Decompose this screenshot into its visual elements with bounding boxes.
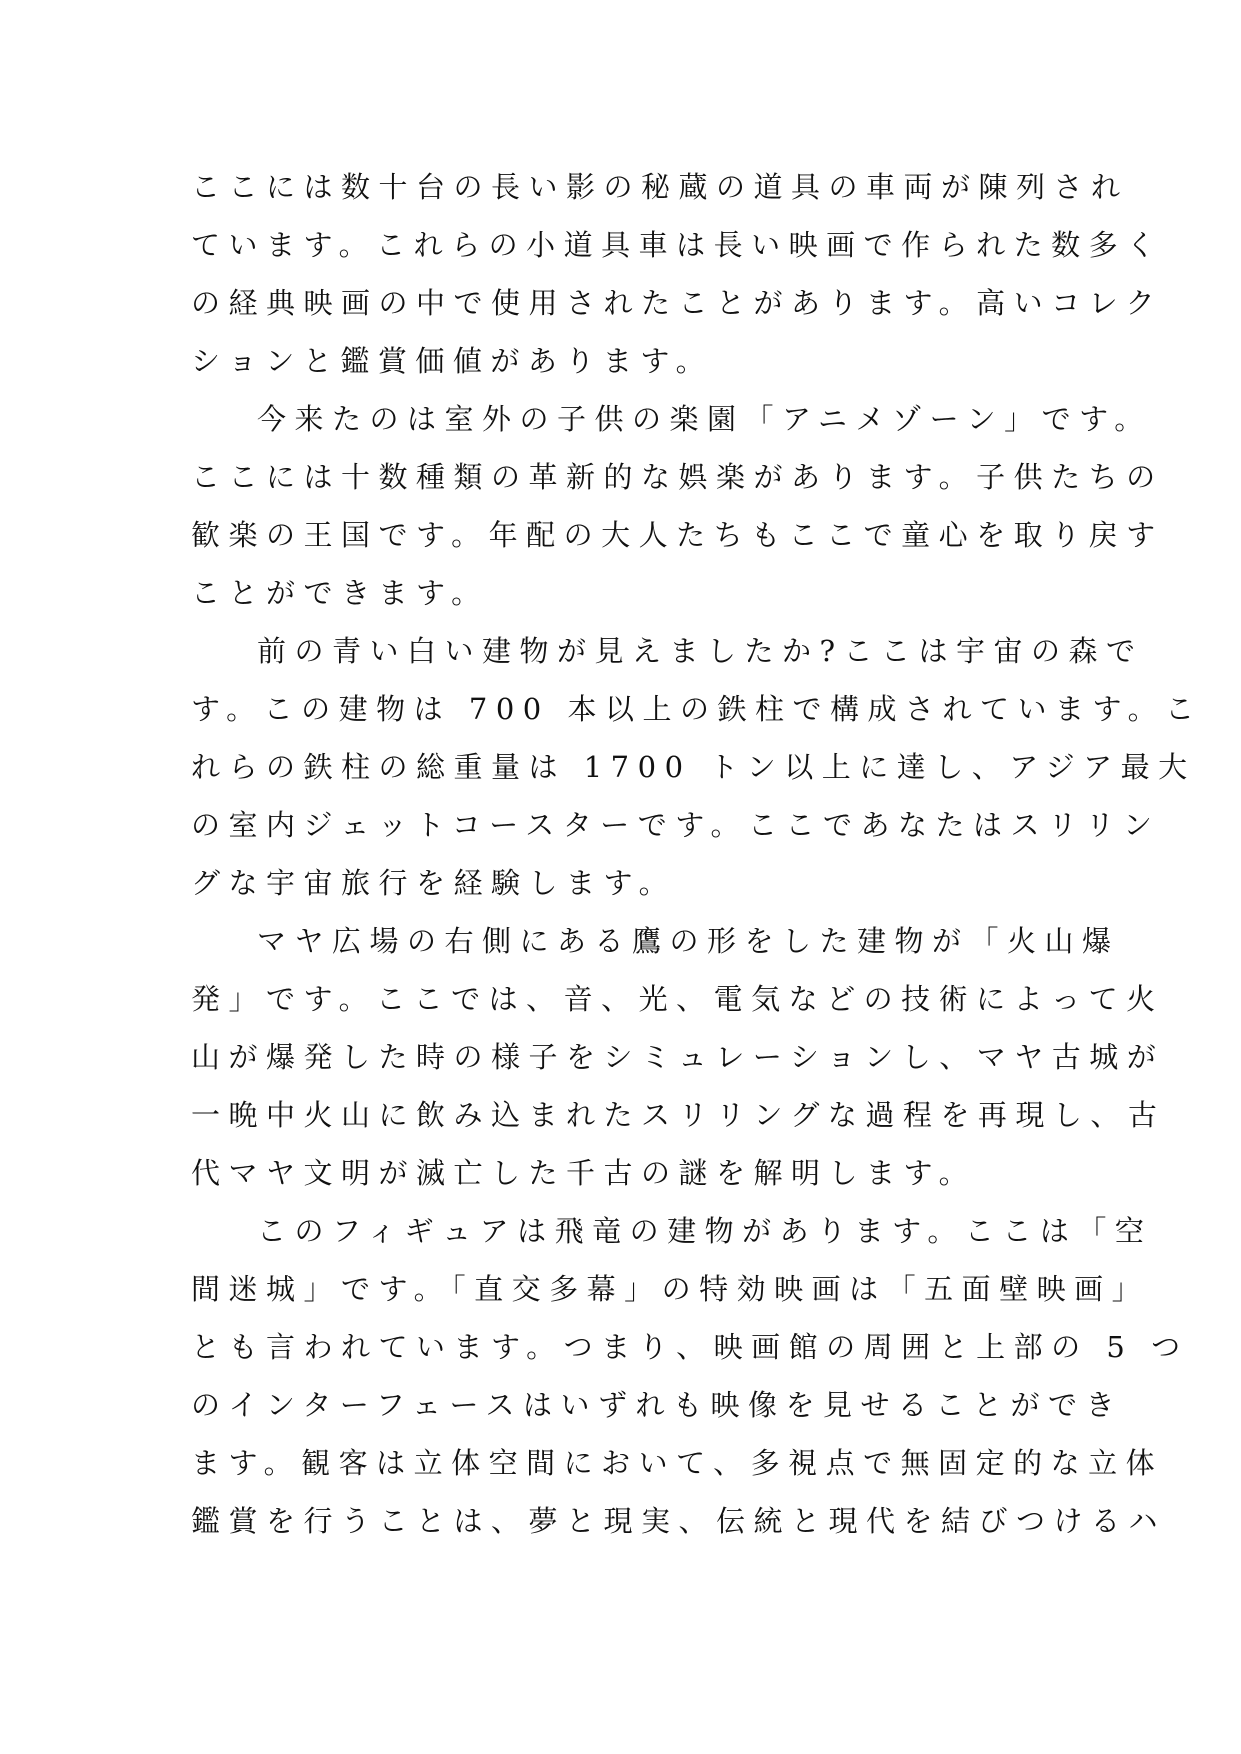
- text-line: ます。観客は立体空間において、多視点で無固定的な立体: [191, 1446, 1164, 1480]
- text-line: 鑑賞を行うことは、夢と現実、伝統と現代を結びつけるハ: [191, 1504, 1167, 1538]
- text-line: の経典映画の中で使用されたことがあります。高いコレク: [191, 286, 1164, 320]
- text-line: す。この建物は 700 本以上の鉄柱で構成されています。こ: [191, 692, 1203, 726]
- text-line: ここには十数種類の革新的な娯楽があります。子供たちの: [191, 460, 1164, 494]
- paragraph-first-line: このフィギュアは飛竜の建物があります。ここは「空: [257, 1214, 1153, 1248]
- text-line: の室内ジェットコースターです。ここであなたはスリリン: [191, 808, 1161, 842]
- text-line: ています。これらの小道具車は長い映画で作られた数多く: [191, 228, 1164, 262]
- text-line: れらの鉄柱の総重量は 1700 トン以上に達し、アジア最大: [191, 750, 1196, 784]
- paragraph-first-line: 前の青い白い建物が見えましたか?ここは宇宙の森で: [257, 634, 1144, 668]
- text-line: とも言われています。つまり、映画館の周囲と上部の 5 つ: [191, 1330, 1189, 1364]
- body-text: [191, 158, 1203, 1550]
- text-line: のインターフェースはいずれも映像を見せることができ: [191, 1388, 1123, 1422]
- text-line: 山が爆発した時の様子をシミュレーションし、マヤ古城が: [191, 1040, 1165, 1074]
- text-line: ことができます。: [191, 576, 489, 610]
- text-line: 発」です。ここでは、音、光、電気などの技術によって火: [191, 982, 1164, 1016]
- text-line: 代マヤ文明が滅亡した千古の謎を解明します。: [191, 1156, 977, 1190]
- paragraph-first-line: マヤ広場の右側にある鷹の形をした建物が「火山爆: [257, 924, 1120, 958]
- paragraph-first-line: 今来たのは室外の子供の楽園「アニメゾーン」です。: [257, 402, 1152, 436]
- text-line: グな宇宙旅行を経験します。: [191, 866, 677, 900]
- text-line: 歓楽の王国です。年配の大人たちもここで童心を取り戻す: [191, 518, 1164, 552]
- text-line: 間迷城」です。「直交多幕」の特効映画は「五面壁映画」: [191, 1272, 1150, 1306]
- text-line: ションと鑑賞価値があります。: [191, 344, 714, 378]
- text-line: 一晩中火山に飲み込まれたスリリングな過程を再現し、古: [191, 1098, 1166, 1132]
- text-line: ここには数十台の長い影の秘蔵の道具の車両が陳列され: [191, 170, 1129, 204]
